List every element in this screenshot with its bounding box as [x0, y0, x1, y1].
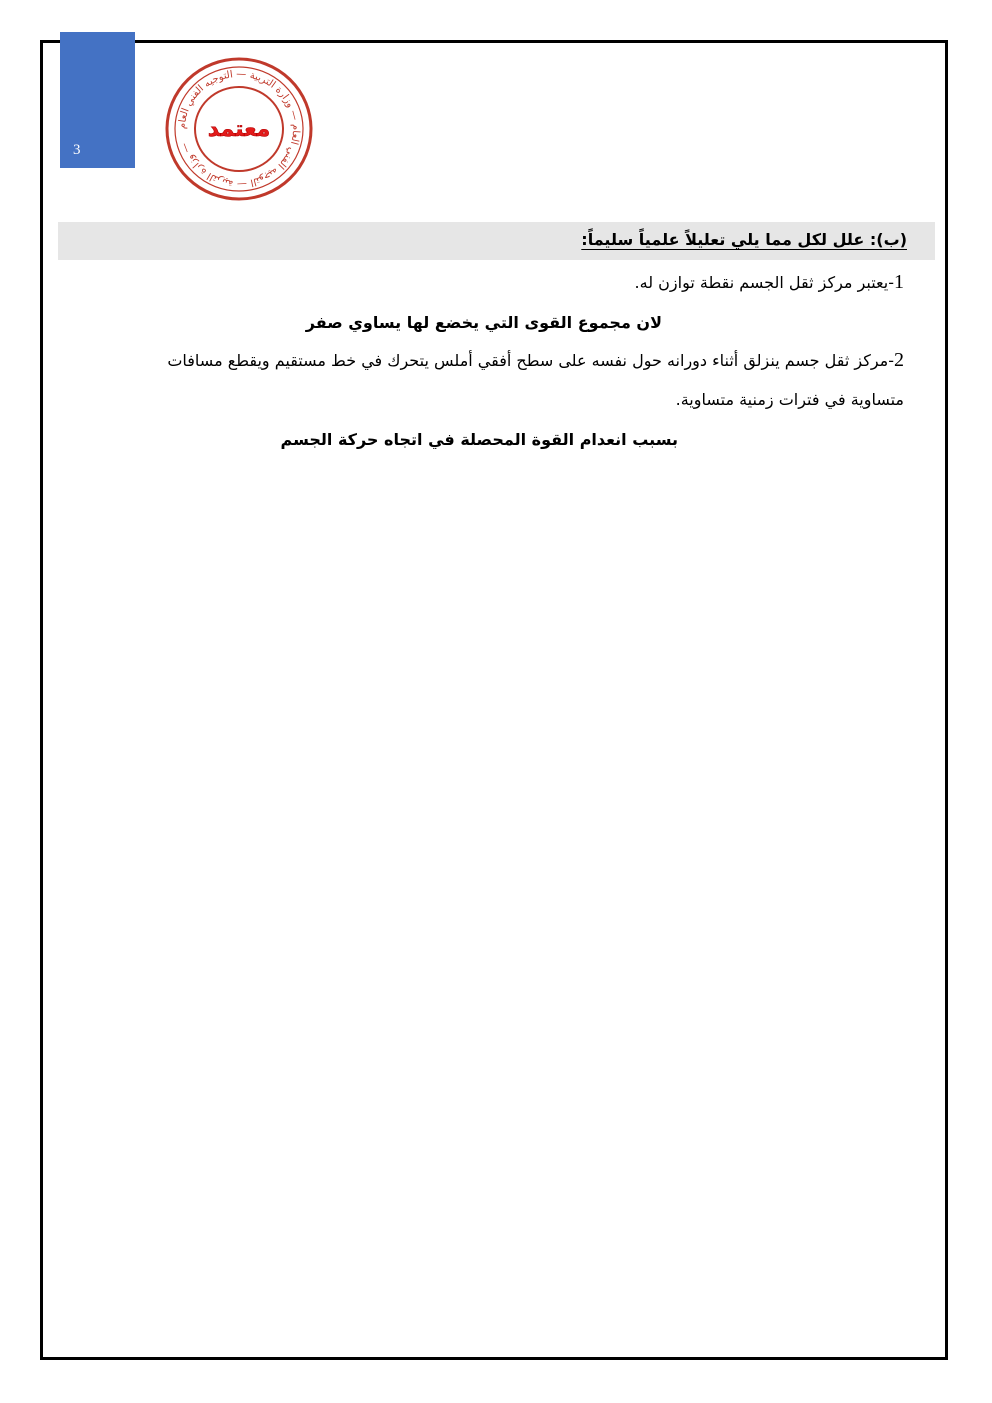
answer-2: بسبب انعدام القوة المحصلة في اتجاه حركة الجسم — [280, 430, 678, 449]
stamp-ring-text: وزارة التربية — التوجيه الفني العام — وزارة التربية — التوجيه الفني العام — — [176, 68, 302, 190]
section-title: (ب): علل لكل مما يلي تعليلاً علمياً سليماً: — [581, 230, 907, 249]
question-text: -مركز ثقل جسم ينزلق أثناء دورانه حول نفسه على سطح أفقي أملس يتحرك في خط مستقيم ويقطع مسافات — [167, 351, 894, 370]
question-2-continued: متساوية في فترات زمنية متساوية. — [675, 390, 904, 409]
question-number: 1 — [894, 271, 904, 293]
approval-stamp — [162, 55, 316, 203]
question-text: -يعتبر مركز ثقل الجسم نقطة توازن له. — [634, 273, 894, 292]
answer-1: لان مجموع القوى التي يخضع لها يساوي صفر — [305, 313, 662, 332]
question-number: 2 — [894, 349, 904, 371]
question-1 — [635, 272, 904, 293]
stamp-center-word: معتمد — [207, 117, 271, 142]
page-number-tab — [60, 32, 135, 168]
page-number: 3 — [73, 142, 81, 158]
question-2 — [167, 350, 904, 371]
